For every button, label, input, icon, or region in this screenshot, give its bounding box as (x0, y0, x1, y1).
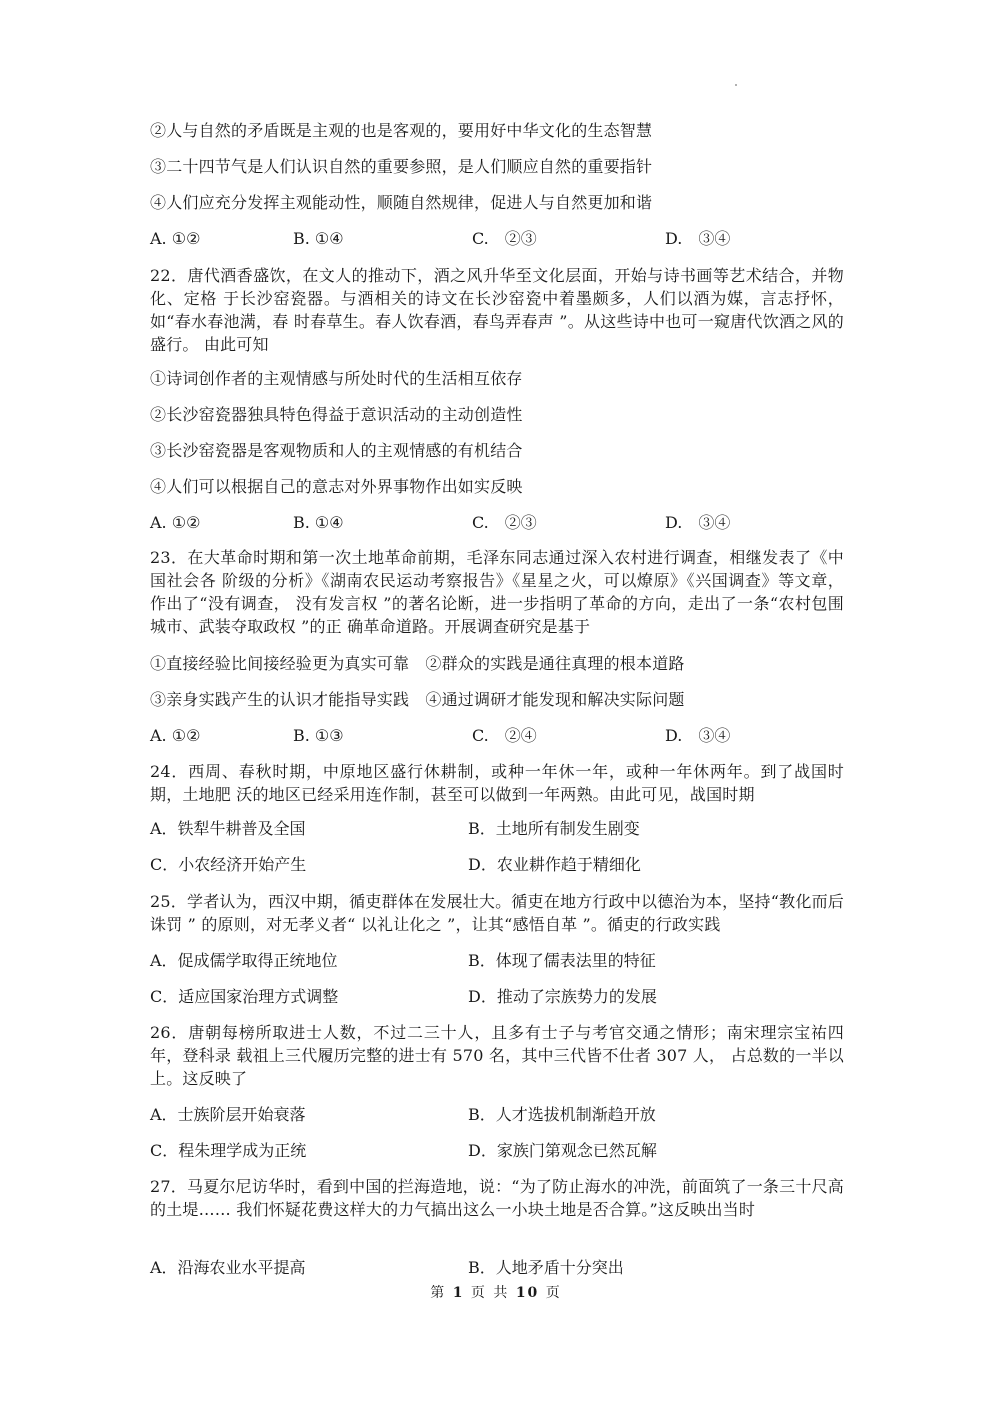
q25-option-a: A．促成儒学取得正统地位 (150, 951, 338, 970)
q21-option-a: A. ①② (150, 229, 201, 248)
q22-stem: 22．唐代酒香盛饮，在文人的推动下，酒之风升华至文化层面，开始与诗书画等艺术结合，并物化、定格 于长沙窑瓷器。与酒相关的诗文在长沙窑瓷中着墨颇多，人们以酒为媒，言志抒怀，如“春水春池满，春 时春草生。春人饮春酒，春鸟弄春声 ”。从这些诗中也可一窥唐代饮酒之风的盛行。 由此可知 (150, 266, 844, 354)
footer-suffix: 页 (545, 1285, 562, 1301)
q23-option-a: A. ①② (150, 726, 201, 745)
q21-item-4: ④人们应充分发挥主观能动性，顺随自然规律，促进人与自然更加和谐 (150, 193, 653, 212)
footer-prefix: 第 (430, 1285, 447, 1301)
q26-option-c: C．程朱理学成为正统 (150, 1141, 307, 1160)
q23-option-d: D. ③④ (665, 726, 731, 745)
q25-option-b: B．体现了儒表法里的特征 (468, 951, 656, 970)
q26-stem: 26．唐朝每榜所取进士人数，不过二三十人，且多有士子与考官交通之情形；南宋理宗宝祐四年，登科录 载祖上三代履历完整的进士有 570 名，其中三代皆不仕者 307 人， 占总数的一半以上。这反映了 (150, 1023, 844, 1088)
q27-option-a: A．沿海农业水平提高 (150, 1258, 306, 1277)
q27-option-b: B．人地矛盾十分突出 (468, 1258, 624, 1277)
q24-stem: 24．西周、春秋时期，中原地区盛行休耕制，或种一年休一年，或种一年休两年。到了战国时期，土地肥 沃的地区已经采用连作制，甚至可以做到一年两熟。由此可见，战国时期 (150, 762, 844, 804)
q21-option-d: D. ③④ (665, 229, 731, 248)
q22-item-3: ③长沙窑瓷器是客观物质和人的主观情感的有机结合 (150, 441, 523, 460)
q23-stem: 23．在大革命时期和第一次土地革命前期，毛泽东同志通过深入农村进行调查，相继发表了《中国社会各 阶级的分析》《湖南农民运动考察报告》《星星之火，可以燎原》《兴国调查》等文章，作出了“没有调查， 没有发言权 ”的著名论断，进一步指明了革命的方向，走出了一条“农村包围城市、武装夺取政权 ”的正 确革命道路。开展调查研究是基于 (150, 548, 844, 636)
q27-stem: 27．马夏尔尼访华时，看到中国的拦海造地，说：“为了防止海水的冲洗，前面筑了一条三十尺高的土堤…… 我们怀疑花费这样大的力气搞出这么一小块土地是否合算。”这反映出当时 (150, 1177, 844, 1219)
q22-item-4: ④人们可以根据自己的意志对外界事物作出如实反映 (150, 477, 523, 496)
q21-item-2: ②人与自然的矛盾既是主观的也是客观的，要用好中华文化的生态智慧 (150, 121, 653, 140)
page-footer (0, 1283, 992, 1303)
q26-option-a: A．士族阶层开始衰落 (150, 1105, 306, 1124)
q26-option-d: D．家族门第观念已然瓦解 (468, 1141, 657, 1160)
q22-option-a: A. ①② (150, 513, 201, 532)
footer-total-pages: 10 (515, 1285, 540, 1301)
q23-option-c: C. ②④ (472, 726, 537, 745)
footer-middle: 页 共 (470, 1285, 510, 1301)
q24-option-d: D．农业耕作趋于精细化 (468, 855, 641, 874)
q22-option-c: C. ②③ (472, 513, 537, 532)
q21-option-c: C. ②③ (472, 229, 537, 248)
q22-option-d: D. ③④ (665, 513, 731, 532)
q25-option-d: D．推动了宗族势力的发展 (468, 987, 657, 1006)
footer-page-number: 1 (452, 1285, 465, 1301)
scan-dot (735, 84, 737, 86)
q22-item-2: ②长沙窑瓷器独具特色得益于意识活动的主动创造性 (150, 405, 523, 424)
q21-option-b: B. ①④ (293, 229, 344, 248)
q24-option-c: C．小农经济开始产生 (150, 855, 307, 874)
q23-items-row-2: ③亲身实践产生的认识才能指导实践 ④通过调研才能发现和解决实际问题 (150, 690, 685, 709)
q24-option-b: B．土地所有制发生剧变 (468, 819, 640, 838)
q26-option-b: B．人才选拔机制渐趋开放 (468, 1105, 656, 1124)
q24-option-a: A．铁犁牛耕普及全国 (150, 819, 306, 838)
q22-item-1: ①诗词创作者的主观情感与所处时代的生活相互依存 (150, 369, 523, 388)
q22-option-b: B. ①④ (293, 513, 344, 532)
q21-item-3: ③二十四节气是人们认识自然的重要参照，是人们顺应自然的重要指针 (150, 157, 653, 176)
q23-items-row-1: ①直接经验比间接经验更为真实可靠 ②群众的实践是通往真理的根本道路 (150, 654, 685, 673)
q23-option-b: B. ①③ (293, 726, 344, 745)
q25-stem: 25．学者认为，西汉中期，循吏群体在发展壮大。循吏在地方行政中以德治为本，坚持“教化而后诛罚 ” 的原则，对无孝义者“ 以礼让化之 ”，让其“感悟自革 ”。循吏的行政实践 (150, 892, 844, 934)
q25-option-c: C．适应国家治理方式调整 (150, 987, 339, 1006)
